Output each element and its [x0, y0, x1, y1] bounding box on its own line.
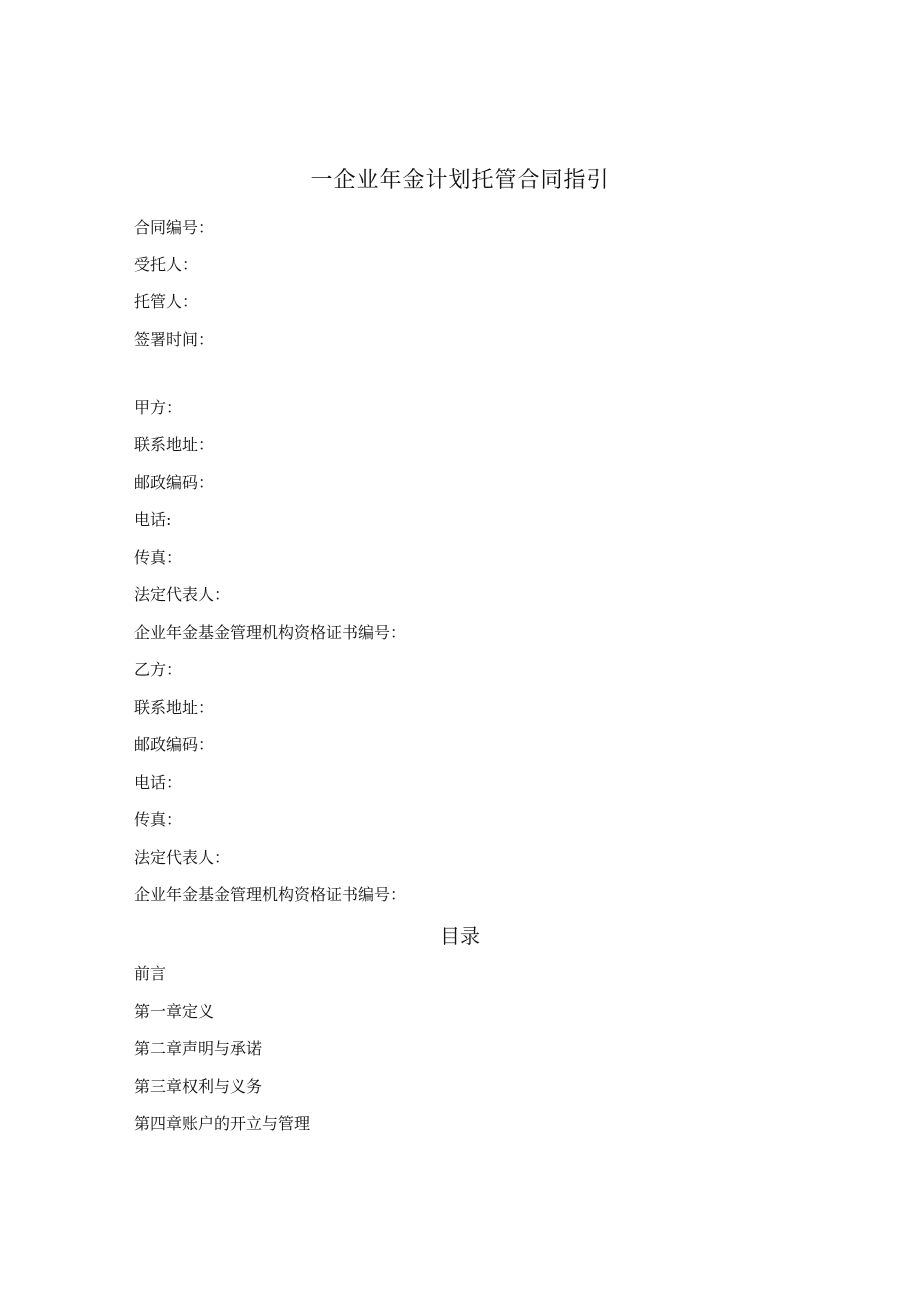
party-a-postcode-field: 邮政编码： [134, 473, 215, 492]
trustee-field: 受托人： [134, 255, 199, 274]
party-b-address-field: 联系地址： [134, 698, 215, 717]
toc-item-chapter-2: 第二章声明与承诺 [134, 1039, 263, 1058]
party-a-fax-field: 传真： [134, 548, 183, 567]
party-b-postcode-field: 邮政编码： [134, 735, 215, 754]
custodian-field: 托管人： [134, 292, 199, 311]
party-b-legal-rep-field: 法定代表人： [134, 848, 231, 867]
party-b-label: 乙方： [134, 660, 183, 679]
contract-number-field: 合同编号： [134, 218, 215, 237]
toc-heading: 目录 [440, 924, 480, 948]
signing-date-field: 签署时间： [134, 330, 215, 349]
toc-item-chapter-4: 第四章账户的开立与管理 [134, 1114, 311, 1133]
party-b-license-field: 企业年金基金管理机构资格证书编号： [134, 885, 407, 904]
party-a-address-field: 联系地址： [134, 435, 215, 454]
toc-item-chapter-3: 第三章权利与义务 [134, 1077, 263, 1096]
party-a-label: 甲方： [134, 398, 183, 417]
toc-item-preface: 前言 [134, 964, 167, 983]
document-title: 一企业年金计划托管合同指引 [310, 168, 610, 193]
party-a-legal-rep-field: 法定代表人： [134, 585, 231, 604]
party-a-phone-field: 电话: [134, 510, 172, 529]
party-b-phone-field: 电话： [134, 773, 183, 792]
toc-item-chapter-1: 第一章定义 [134, 1002, 215, 1021]
party-b-fax-field: 传真： [134, 810, 183, 829]
party-a-license-field: 企业年金基金管理机构资格证书编号： [134, 623, 407, 642]
